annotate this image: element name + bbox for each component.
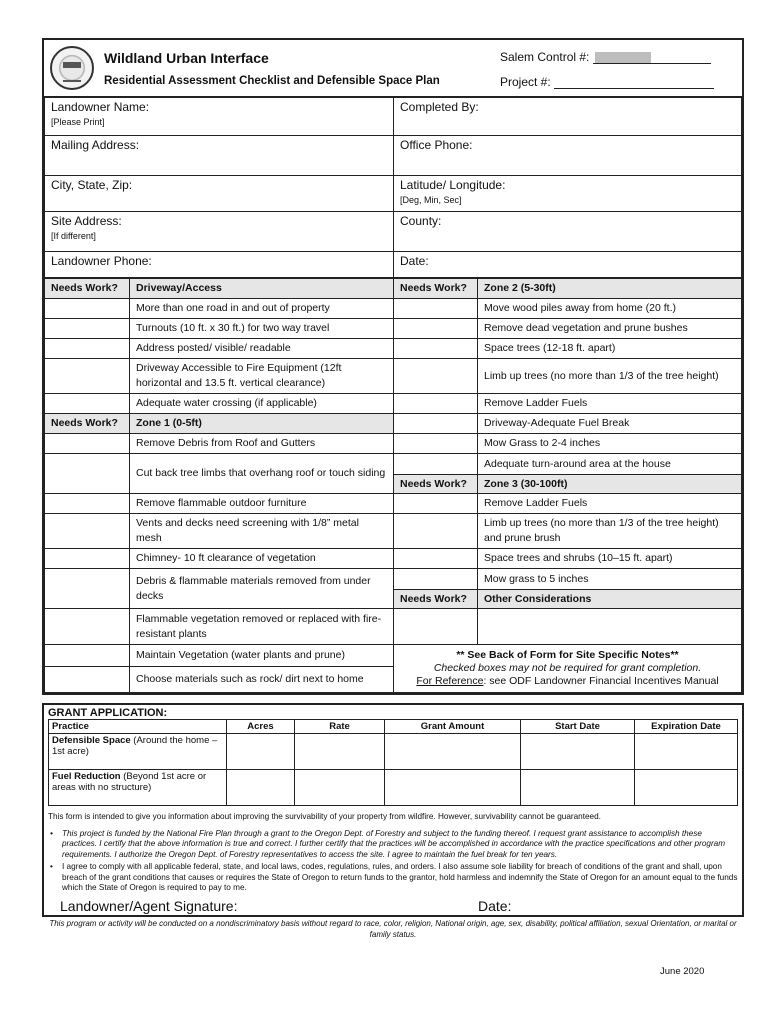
landowner-info-table	[44, 97, 742, 278]
landowner-phone-field[interactable]: Landowner Phone:	[45, 252, 394, 278]
signature-date-label: Date:	[478, 897, 512, 914]
revision-date: June 2020	[660, 966, 705, 977]
checklist-item: Choose materials such as rock/ dirt next to home	[130, 667, 394, 693]
practice-fuel-reduction: Fuel Reduction (Beyond 1st acre or areas with no structure)	[49, 770, 227, 806]
checklist-item: Remove flammable outdoor furniture	[130, 494, 394, 514]
liability-bullet: • I agree to comply with all applicable federal, state, and local laws, codes, regulations, rules, and orders. I also assume sole liability for breach of conditions of the grant and shall, upon breach of the grant conditions that causes or requires the State of Oregon to return funds to the grantor, hold harmless and indemnify the State of Oregon for an amount equal to the funds which the State of Oregon is required to pay to me.	[60, 862, 738, 894]
checklist-item: Mow Grass to 2-4 inches	[478, 434, 742, 454]
col-rate: Rate	[295, 720, 385, 734]
needs-work-checkbox[interactable]	[45, 494, 130, 514]
other-consideration-entry[interactable]	[478, 609, 742, 645]
checklist-item: Debris & flammable materials removed from under decks	[130, 569, 394, 609]
needs-work-checkbox[interactable]	[394, 339, 478, 359]
checklist-item: Space trees and shrubs (10–15 ft. apart)	[478, 549, 742, 569]
assessment-checklist	[44, 278, 742, 693]
grant-cell-input[interactable]	[385, 734, 521, 770]
checklist-item: Space trees (12-18 ft. apart)	[478, 339, 742, 359]
county-field[interactable]: County:	[394, 212, 742, 252]
needs-work-checkbox[interactable]	[394, 609, 478, 645]
needs-work-checkbox[interactable]	[394, 569, 478, 590]
zone3-header: Zone 3 (30-100ft)	[478, 475, 742, 494]
needs-work-header: Needs Work?	[45, 279, 130, 299]
needs-work-checkbox[interactable]	[45, 549, 130, 569]
col-practice: Practice	[49, 720, 227, 734]
mailing-address-field[interactable]: Mailing Address:	[45, 136, 394, 176]
grant-cell-input[interactable]	[521, 770, 635, 806]
needs-work-checkbox[interactable]	[45, 569, 130, 609]
needs-work-checkbox[interactable]	[45, 359, 130, 394]
grant-cell-input[interactable]	[227, 734, 295, 770]
checklist-item: Limb up trees (no more than 1/3 of the tree height) and prune brush	[478, 514, 742, 549]
city-state-zip-field[interactable]: City, State, Zip:	[45, 176, 394, 212]
needs-work-checkbox[interactable]	[45, 667, 130, 693]
grant-cell-input[interactable]	[227, 770, 295, 806]
checklist-item: Flammable vegetation removed or replaced with fire-resistant plants	[130, 609, 394, 645]
needs-work-checkbox[interactable]	[45, 514, 130, 549]
checklist-item: Chimney- 10 ft clearance of vegetation	[130, 549, 394, 569]
needs-work-checkbox[interactable]	[394, 434, 478, 454]
needs-work-checkbox[interactable]	[394, 454, 478, 475]
signature-label: Landowner/Agent Signature:	[60, 897, 238, 914]
disclaimer-text	[48, 806, 738, 894]
checklist-item: Adequate water crossing (if applicable)	[130, 394, 394, 414]
grant-table	[48, 719, 738, 806]
needs-work-checkbox[interactable]	[45, 299, 130, 319]
needs-work-checkbox[interactable]	[394, 319, 478, 339]
grant-cell-input[interactable]	[295, 770, 385, 806]
checklist-item: Cut back tree limbs that overhang roof or touch siding	[130, 454, 394, 494]
checklist-item: Turnouts (10 ft. x 30 ft.) for two way travel	[130, 319, 394, 339]
checklist-item: Mow grass to 5 inches	[478, 569, 742, 590]
needs-work-checkbox[interactable]	[45, 319, 130, 339]
needs-work-checkbox[interactable]	[394, 394, 478, 414]
needs-work-header: Needs Work?	[394, 590, 478, 609]
grant-cell-input[interactable]	[295, 734, 385, 770]
checklist-item: Address posted/ visible/ readable	[130, 339, 394, 359]
checklist-item: Remove dead vegetation and prune bushes	[478, 319, 742, 339]
checklist-item: Driveway Accessible to Fire Equipment (12ft horizontal and 13.5 ft. vertical clearance)	[130, 359, 394, 394]
form-header	[44, 40, 742, 97]
site-address-field[interactable]: Site Address: [If different]	[45, 212, 394, 252]
col-acres: Acres	[227, 720, 295, 734]
checklist-item: Driveway-Adequate Fuel Break	[478, 414, 742, 434]
needs-work-checkbox[interactable]	[45, 434, 130, 454]
date-field[interactable]: Date:	[394, 252, 742, 278]
signature-row[interactable]	[48, 896, 738, 915]
checklist-item: Maintain Vegetation (water plants and prune)	[130, 645, 394, 667]
other-considerations-header: Other Considerations	[478, 590, 742, 609]
office-phone-field[interactable]: Office Phone:	[394, 136, 742, 176]
checklist-item: Adequate turn-around area at the house	[478, 454, 742, 475]
needs-work-header: Needs Work?	[45, 414, 130, 434]
completed-by-field[interactable]: Completed By:	[394, 98, 742, 136]
checklist-item: Remove Debris from Roof and Gutters	[130, 434, 394, 454]
practice-defensible-space: Defensible Space (Around the home – 1st acre)	[49, 734, 227, 770]
grant-title: GRANT APPLICATION:	[48, 707, 168, 719]
grant-cell-input[interactable]	[635, 734, 738, 770]
zone1-header: Zone 1 (0-5ft)	[130, 414, 394, 434]
needs-work-checkbox[interactable]	[394, 299, 478, 319]
nondiscrimination-statement: This program or activity will be conducted on a nondiscriminatory basis without regard to race, color, religion, National origin, age, sex, disability, political affiliation, sexual Orientation, or marital or family status.	[49, 918, 737, 939]
salem-control-field[interactable]: Salem Control #:	[500, 50, 711, 64]
needs-work-header: Needs Work?	[394, 279, 478, 299]
landowner-name-field[interactable]: Landowner Name: [Please Print]	[45, 98, 394, 136]
site-notes-box: ** See Back of Form for Site Specific Notes** Checked boxes may not be required for grant completion. For Reference: see ODF Landowner Financial Incentives Manual	[394, 645, 742, 693]
zone2-header: Zone 2 (5-30ft)	[478, 279, 742, 299]
col-grant-amount: Grant Amount	[385, 720, 521, 734]
project-number-field[interactable]: Project #:	[500, 75, 714, 89]
col-start-date: Start Date	[521, 720, 635, 734]
needs-work-checkbox[interactable]	[45, 609, 130, 645]
needs-work-header: Needs Work?	[394, 475, 478, 494]
checklist-item: Limb up trees (no more than 1/3 of the tree height)	[478, 359, 742, 394]
checklist-item: Vents and decks need screening with 1/8” metal mesh	[130, 514, 394, 549]
checklist-item: More than one road in and out of property	[130, 299, 394, 319]
disclaimer-intro: This form is intended to give you information about improving the survivability of your property from wildfire. However, survivability cannot be guaranteed.	[48, 812, 601, 821]
needs-work-checkbox[interactable]	[394, 514, 478, 549]
grant-application-section	[42, 703, 744, 917]
odf-seal-logo	[50, 46, 94, 90]
grant-cell-input[interactable]	[521, 734, 635, 770]
form-title: Wildland Urban Interface	[104, 50, 269, 66]
needs-work-checkbox[interactable]	[394, 414, 478, 434]
needs-work-checkbox[interactable]	[394, 549, 478, 569]
grant-cell-input[interactable]	[385, 770, 521, 806]
form-subtitle: Residential Assessment Checklist and Defensible Space Plan	[104, 75, 440, 87]
needs-work-checkbox[interactable]	[45, 454, 130, 494]
driveway-access-header: Driveway/Access	[130, 279, 394, 299]
checklist-item: Remove Ladder Fuels	[478, 394, 742, 414]
col-expiration-date: Expiration Date	[635, 720, 738, 734]
needs-work-checkbox[interactable]	[45, 645, 130, 667]
checklist-item: Remove Ladder Fuels	[478, 494, 742, 514]
certification-bullet: • This project is funded by the National Fire Plan through a grant to the Oregon Dept. of Forestry and subject to the funding thereof. I request grant assistance to accomplish these practices. I certify that the above information is true and correct. I further certify that the practices will be accomplished in accordance with the practice specifications and other program requirements. I authorize the Oregon Dept. of Forestry representatives to access the site. I agree to maintain the fuel break for ten years.	[60, 829, 738, 861]
needs-work-checkbox[interactable]	[394, 494, 478, 514]
lat-long-field[interactable]: Latitude/ Longitude: [Deg, Min, Sec]	[394, 176, 742, 212]
needs-work-checkbox[interactable]	[45, 339, 130, 359]
grant-cell-input[interactable]	[635, 770, 738, 806]
needs-work-checkbox[interactable]	[394, 359, 478, 394]
checklist-item: Move wood piles away from home (20 ft.)	[478, 299, 742, 319]
needs-work-checkbox[interactable]	[45, 394, 130, 414]
